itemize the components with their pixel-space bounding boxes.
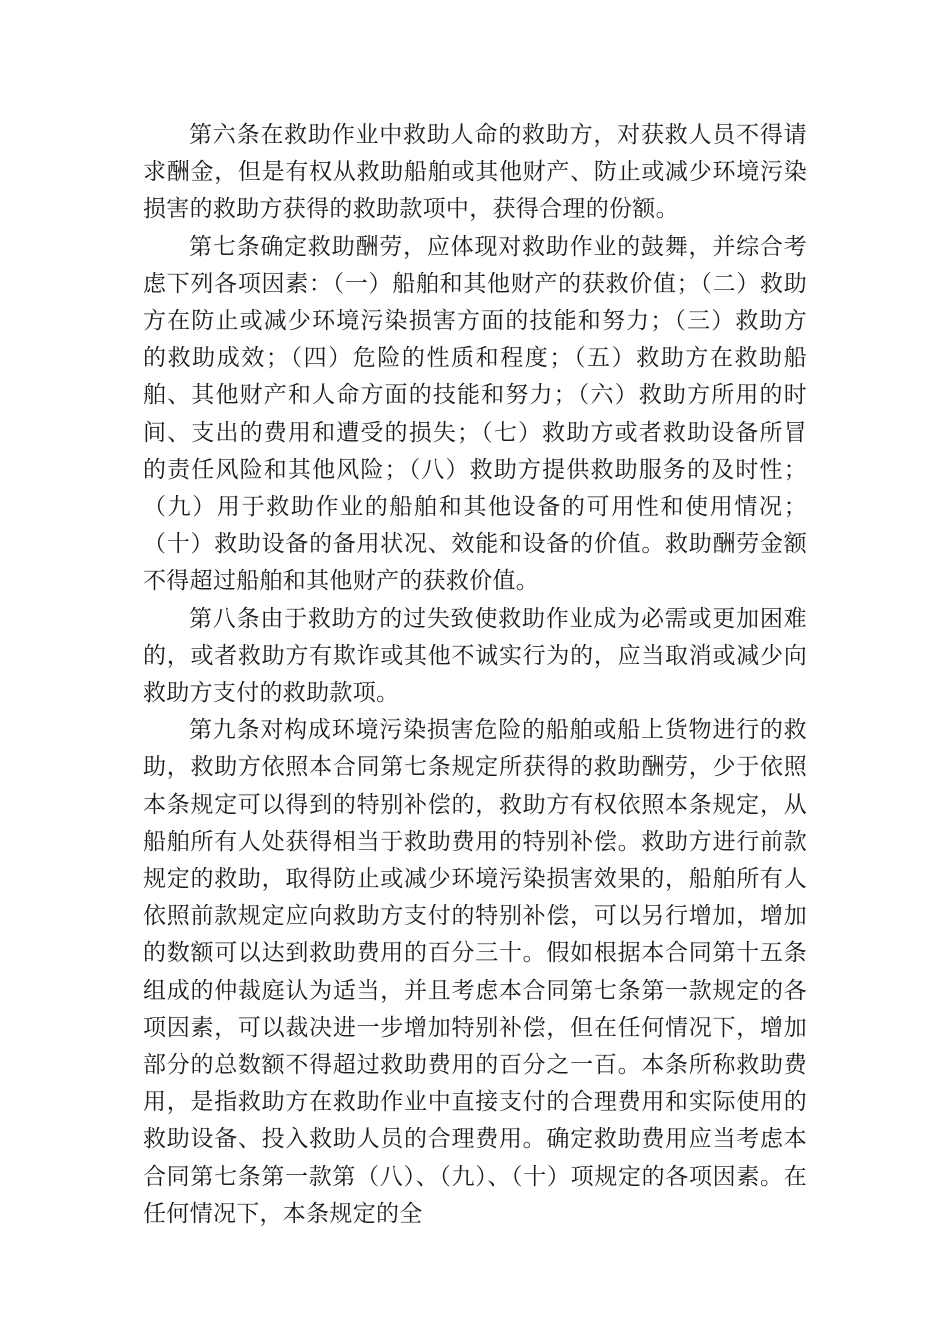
article-6-paragraph: 第六条在救助作业中救助人命的救助方，对获救人员不得请求酬金，但是有权从救助船舶或其他财产、防止或减少环境污染损害的救助方获得的救助款项中，获得合理的份额。: [143, 122, 807, 223]
article-9-paragraph: 第九条对构成环境污染损害危险的船舶或船上货物进行的救助，救助方依照本合同第七条规定所获得的救助酬劳，少于依照本条规定可以得到的特别补偿的，救助方有权依照本条规定，从船舶所有人处获得相当于救助费用的特别补偿。救助方进行前款规定的救助，取得防止或减少环境污染损害效果的，船舶所有人依照前款规定应向救助方支付的特别补偿，可以另行增加，增加的数额可以达到救助费用的百分三十。假如根据本合同第十五条组成的仲裁庭认为适当，并且考虑本合同第七条第一款规定的各项因素，可以裁决进一步增加特别补偿，但在任何情况下，增加部分的总数额不得超过救助费用的百分之一百。本条所称救助费用，是指救助方在救助作业中直接支付的合理费用和实际使用的救助设备、投入救助人员的合理费用。确定救助费用应当考虑本合同第七条第一款第（八）、（九）、（十）项规定的各项因素。在任何情况下，本条规定的全: [143, 717, 807, 1227]
article-8-paragraph: 第八条由于救助方的过失致使救助作业成为必需或更加困难的，或者救助方有欺诈或其他不诚实行为的，应当取消或减少向救助方支付的救助款项。: [143, 605, 807, 707]
article-7-paragraph: 第七条确定救助酬劳，应体现对救助作业的鼓舞，并综合考虑下列各项因素：（一）船舶和其他财产的获救价值；（二）救助方在防止或减少环境污染损害方面的技能和努力；（三）救助方的救助成效；（四）危险的性质和程度；（五）救助方在救助船舶、其他财产和人命方面的技能和努力；（六）救助方所用的时间、支出的费用和遭受的损失；（七）救助方或者救助设备所冒的责任风险和其他风险；（八）救助方提供救助服务的及时性；（九）用于救助作业的船舶和其他设备的可用性和使用情况；（十）救助设备的备用状况、效能和设备的价值。救助酬劳金额不得超过船舶和其他财产的获救价值。: [143, 233, 807, 595]
document-body: [143, 117, 807, 1233]
